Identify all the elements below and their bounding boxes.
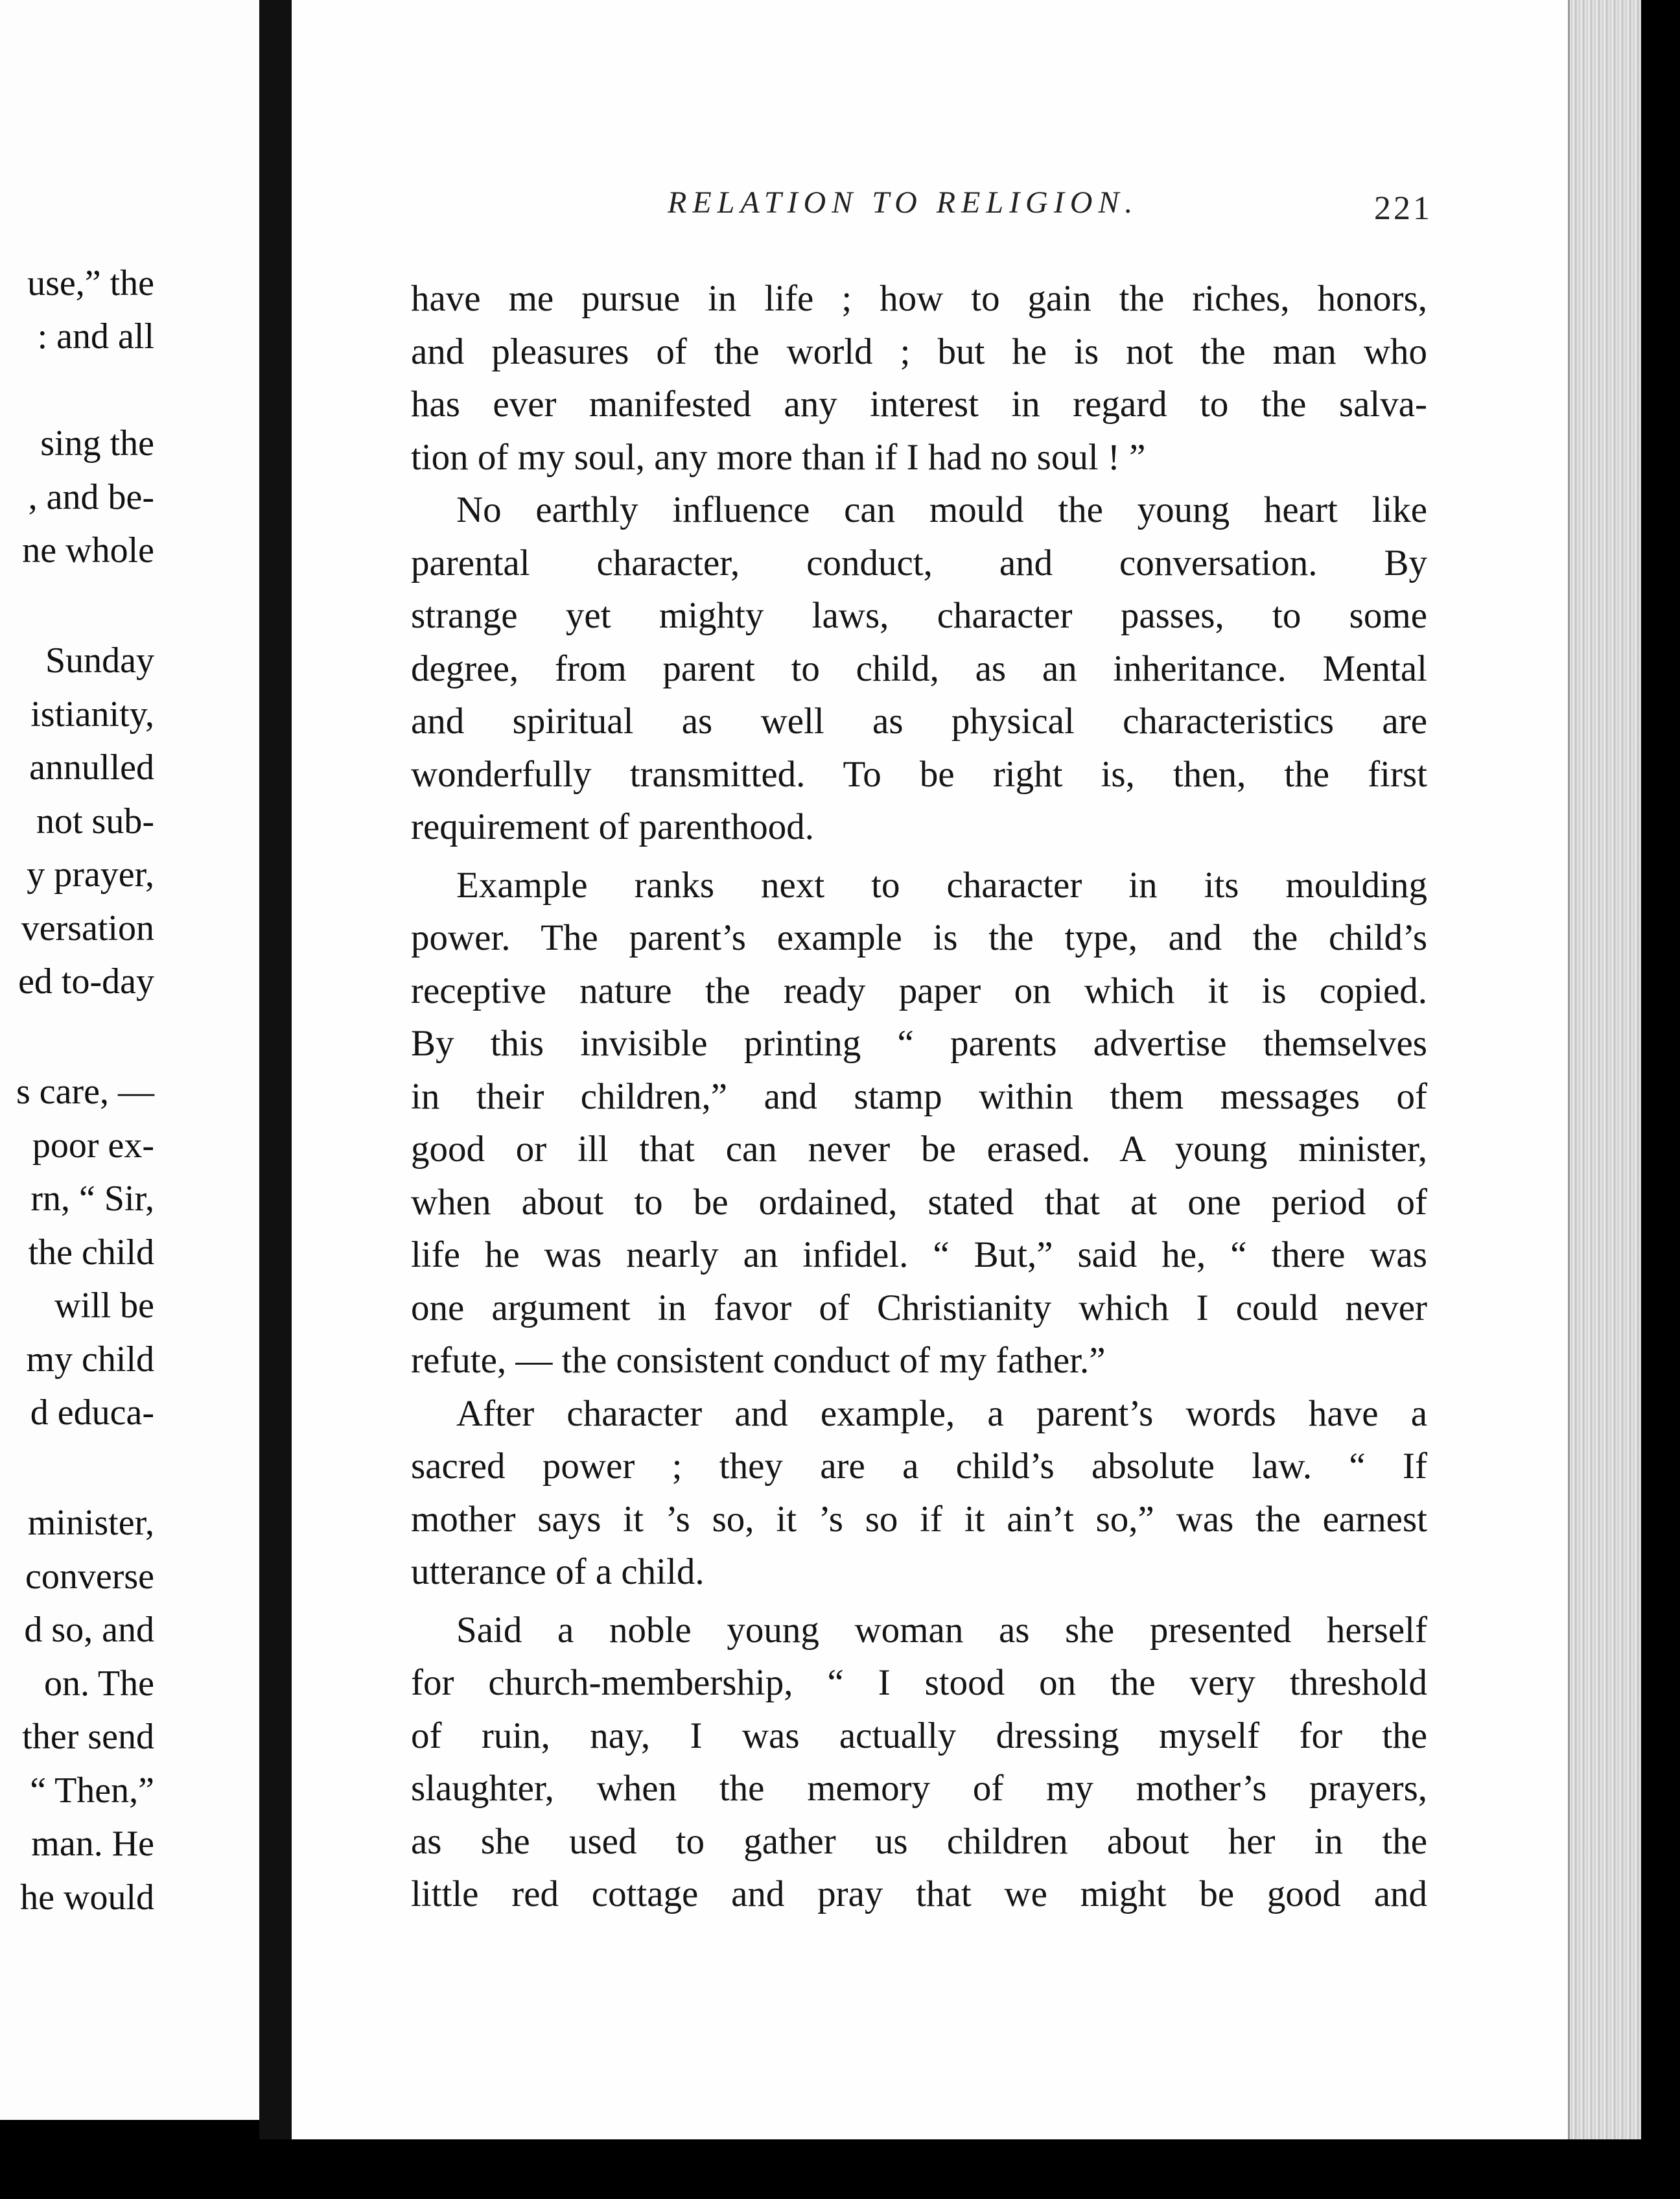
- left-page-line: d so, and: [24, 1610, 154, 1650]
- paragraph: [411, 1604, 1427, 1921]
- text-line: have me pursue in life ; how to gain the riches, honors,: [411, 278, 1427, 319]
- text-line: and spiritual as well as physical characteristics are: [411, 701, 1427, 742]
- left-page-line: will be: [54, 1286, 154, 1326]
- scan-bottom-border: [0, 2139, 1680, 2199]
- left-page-line: rn, “ Sir,: [30, 1179, 154, 1219]
- left-page-line: s care, —: [16, 1072, 154, 1112]
- text-line: slaughter, when the memory of my mother’s prayers,: [411, 1768, 1427, 1809]
- text-line: sacred power ; they are a child’s absolute law. “ If: [411, 1446, 1427, 1487]
- page-edge: [1568, 0, 1641, 2139]
- left-page-line: he would: [20, 1877, 154, 1918]
- left-page-line: on. The: [43, 1664, 154, 1704]
- text-line: of ruin, nay, I was actually dressing myself for the: [411, 1715, 1427, 1756]
- text-line: refute, — the consistent conduct of my father.”: [411, 1340, 1106, 1381]
- text-line: and pleasures of the world ; but he is not the man who: [411, 331, 1427, 372]
- left-page-line: man. He: [31, 1824, 154, 1864]
- text-line: Example ranks next to character in its moulding: [456, 864, 1427, 906]
- text-line: in their children,” and stamp within them messages of: [411, 1076, 1427, 1117]
- text-line: as she used to gather us children about her in the: [411, 1820, 1427, 1862]
- book-gutter: [259, 0, 292, 2139]
- text-line: parental character, conduct, and conversation. By: [411, 542, 1427, 583]
- body-text: [411, 272, 1427, 1921]
- text-line: tion of my soul, any more than if I had no soul ! ”: [411, 436, 1146, 478]
- left-page-line: ne whole: [22, 530, 154, 570]
- text-line: After character and example, a parent’s words have a: [456, 1393, 1427, 1434]
- left-page-line: ther send: [22, 1717, 154, 1757]
- paragraph: [411, 272, 1427, 484]
- left-page-line: : and all: [37, 316, 154, 357]
- page-number: 221: [1374, 190, 1432, 227]
- left-page-line: versation: [21, 908, 154, 948]
- text-line: for church-membership, “ I stood on the very threshold: [411, 1662, 1427, 1703]
- text-line: utterance of a child.: [411, 1551, 705, 1592]
- left-page-line: poor ex-: [32, 1125, 154, 1166]
- left-page-line: converse: [25, 1557, 154, 1597]
- right-page: [292, 0, 1641, 2139]
- text-line: By this invisible printing “ parents advertise themselves: [411, 1023, 1427, 1064]
- left-page-line: my child: [26, 1339, 154, 1380]
- left-page-line: use,” the: [27, 263, 154, 303]
- text-line: strange yet mighty laws, character passes, to some: [411, 595, 1427, 636]
- text-line: Said a noble young woman as she presented herself: [456, 1609, 1427, 1651]
- left-page-line: minister,: [27, 1503, 154, 1543]
- left-page-line: d educa-: [30, 1393, 154, 1433]
- text-line: mother says it ’s so, it ’s so if it ain’t so,” was the earnest: [411, 1498, 1427, 1540]
- text-line: good or ill that can never be erased. A young minister,: [411, 1129, 1427, 1170]
- text-line: power. The parent’s example is the type, and the child’s: [411, 917, 1427, 958]
- left-page-line: , and be-: [28, 477, 154, 517]
- paragraph: [411, 484, 1427, 854]
- left-page-line: annulled: [29, 747, 154, 788]
- text-line: when about to be ordained, stated that at one period of: [411, 1181, 1427, 1223]
- left-page-line: “ Then,”: [30, 1770, 154, 1811]
- paragraph: [411, 1387, 1427, 1599]
- text-line: has ever manifested any interest in regard to the salva-: [411, 384, 1427, 425]
- left-page-line: y prayer,: [27, 854, 154, 895]
- left-page-line: the child: [28, 1232, 154, 1273]
- left-page-line: not sub-: [36, 801, 154, 841]
- text-line: wonderfully transmitted. To be right is, then, the first: [411, 753, 1427, 795]
- text-line: life he was nearly an infidel. “ But,” said he, “ there was: [411, 1234, 1427, 1275]
- paragraph: [411, 859, 1427, 1387]
- text-line: requirement of parenthood.: [411, 806, 815, 847]
- left-page-line: Sunday: [45, 641, 154, 681]
- text-line: one argument in favor of Christianity which I could never: [411, 1287, 1427, 1328]
- running-head: RELATION TO RELIGION.: [668, 185, 1139, 220]
- text-line: No earthly influence can mould the young heart like: [456, 489, 1427, 530]
- left-page-line: sing the: [40, 423, 154, 464]
- left-page-line: istianity,: [30, 694, 154, 735]
- text-line: degree, from parent to child, as an inheritance. Mental: [411, 648, 1427, 689]
- text-line: little red cottage and pray that we might be good and: [411, 1874, 1427, 1914]
- left-page-line: ed to-day: [18, 961, 154, 1002]
- left-page-fragment: [0, 0, 259, 2120]
- text-line: receptive nature the ready paper on which it is copied.: [411, 970, 1427, 1011]
